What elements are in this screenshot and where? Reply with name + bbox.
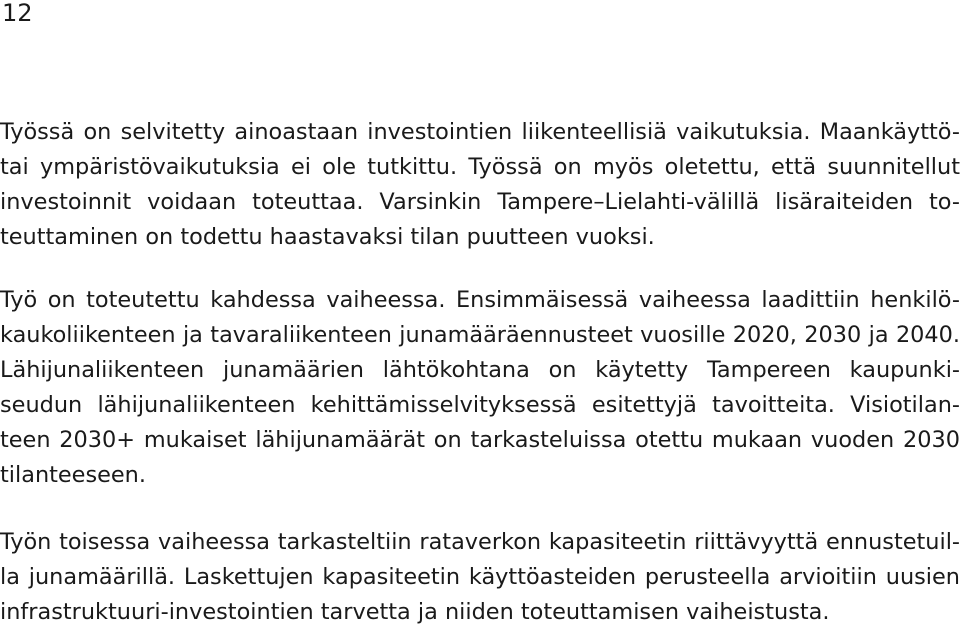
text-line: teuttaminen on todettu haastavaksi tilan puutteen vuoksi. bbox=[0, 224, 655, 250]
text-line: investoinnit voidaan toteuttaa. Varsinkin Tampere–Lielahti-välillä lisäraiteiden to- bbox=[0, 189, 960, 215]
text-line: Työssä on selvitetty ainoastaan investointien liikenteellisiä vaikutuksia. Maankäyttö- bbox=[0, 119, 960, 145]
text-line: tilanteeseen. bbox=[0, 462, 146, 488]
text-line: la junamäärillä. Laskettujen kapasiteetin käyttöasteiden perusteella arvioitiin uusien bbox=[0, 564, 960, 590]
page-number: 12 bbox=[2, 0, 33, 27]
text-line: tai ympäristövaikutuksia ei ole tutkittu. Työssä on myös oletettu, että suunnitellut bbox=[0, 154, 960, 180]
text-line: Työ on toteutettu kahdessa vaiheessa. Ensimmäisessä vaiheessa laadittiin henkilö- bbox=[0, 287, 960, 313]
paragraph-work-phases bbox=[0, 283, 960, 493]
text-line: seudun lähijunaliikenteen kehittämisselvityksessä esitettyjä tavoitteita. Visiotilan- bbox=[0, 392, 960, 418]
text-line: infrastruktuuri-investointien tarvetta ja niiden toteuttamisen vaiheistusta. bbox=[0, 599, 830, 625]
paragraph-capacity-analysis bbox=[0, 525, 960, 630]
text-line: Lähijunaliikenteen junamäärien lähtökohtana on käytetty Tampereen kaupunki- bbox=[0, 357, 960, 383]
text-line: Työn toisessa vaiheessa tarkasteltiin rataverkon kapasiteetin riittävyyttä ennustetuil- bbox=[0, 529, 960, 555]
text-line: kaukoliikenteen ja tavaraliikenteen junamääräennusteet vuosille 2020, 2030 ja 2040. bbox=[0, 322, 960, 348]
text-line: teen 2030+ mukaiset lähijunamäärät on tarkasteluissa otettu mukaan vuoden 2030 bbox=[0, 427, 960, 453]
paragraph-scope-of-study bbox=[0, 115, 960, 255]
